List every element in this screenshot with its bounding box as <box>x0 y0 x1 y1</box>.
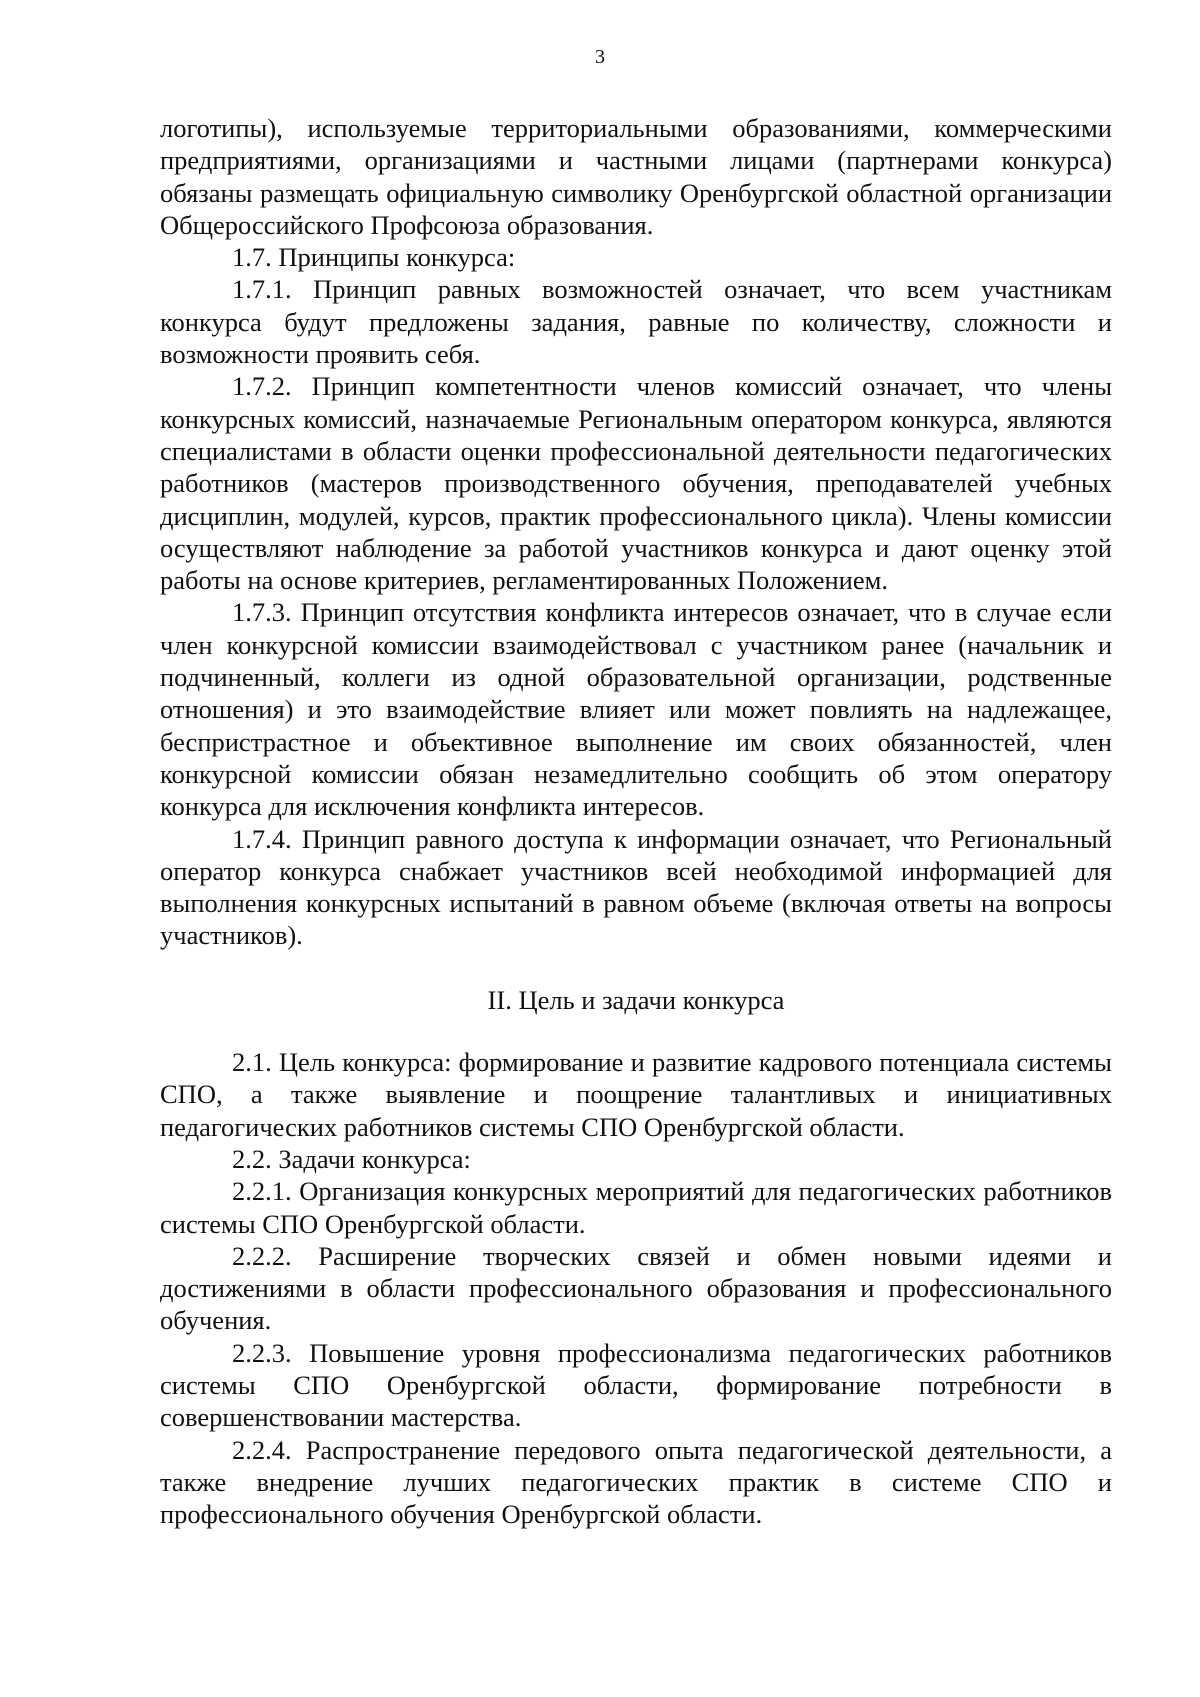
paragraph-2-2: 2.2. Задачи конкурса: <box>232 1143 471 1174</box>
paragraph-1-7-2: 1.7.2. Принцип компетентности членов комиссий означает, что члены конкурсных комиссий, назначаемые Региональным оператором конкурса, являются специалистами в области оценки профессиональной деятельности педагогических работников (мастеров производственного обучения, преподавателей учебных дисциплин, модулей, курсов, практик профессионального цикла). Члены комиссии осуществляют наблюдение за работой участников конкурса и дают оценку этой работы на основе критериев, регламентированных Положением. <box>160 371 1112 596</box>
paragraph-continuation: логотипы), используемые территориальными образованиями, коммерческими предприятиями, организациями и частными лицами (партнерами конкурса) обязаны размещать официальную символику Оренбургской областной организации Общероссийского Профсоюза образования. <box>160 113 1112 240</box>
paragraph-2-2-1: 2.2.1. Организация конкурсных мероприятий для педагогических работников системы СПО Оренбургской области. <box>160 1176 1112 1239</box>
paragraph-1-7-4: 1.7.4. Принцип равного доступа к информации означает, что Региональный оператор конкурса снабжает участников всей необходимой информацией для выполнения конкурсных испытаний в равном объеме (включая ответы на вопросы участников). <box>160 823 1112 951</box>
page-number: 3 <box>595 46 605 68</box>
paragraph-1-7: 1.7. Принципы конкурса: <box>232 242 516 273</box>
paragraph-2-1: 2.1. Цель конкурса: формирование и развитие кадрового потенциала системы СПО, а также выявление и поощрение талантливых и инициативных педагогических работников системы СПО Оренбургской области. <box>160 1047 1112 1142</box>
paragraph-2-2-4: 2.2.4. Распространение передового опыта педагогической деятельности, а также внедрение лучших педагогических практик в системе СПО и профессионального обучения Оренбургской области. <box>160 1434 1112 1530</box>
document-body <box>160 112 1112 1530</box>
paragraph-2-2-2: 2.2.2. Расширение творческих связей и обмен новыми идеями и достижениями в области профессионального образования и профессионального обучения. <box>160 1240 1112 1336</box>
section-heading: II. Цель и задачи конкурса <box>487 984 785 1015</box>
paragraph-1-7-1: 1.7.1. Принцип равных возможностей означает, что всем участникам конкурса будут предложены задания, равные по количеству, сложности и возможности проявить себя. <box>160 274 1112 370</box>
paragraph-1-7-3: 1.7.3. Принцип отсутствия конфликта интересов означает, что в случае если член конкурсной комиссии взаимодействовал с участником ранее (начальник и подчиненный, коллеги из одной образовательной организации, родственные отношения) и это взаимодействие влияет или может повлиять на надлежащее, беспристрастное и объективное выполнение им своих обязанностей, член конкурсной комиссии обязан незамедлительно сообщить об этом оператору конкурса для исключения конфликта интересов. <box>160 597 1112 822</box>
paragraph-2-2-3: 2.2.3. Повышение уровня профессионализма педагогических работников системы СПО Оренбургской области, формирование потребности в совершенствовании мастерства. <box>160 1337 1112 1433</box>
